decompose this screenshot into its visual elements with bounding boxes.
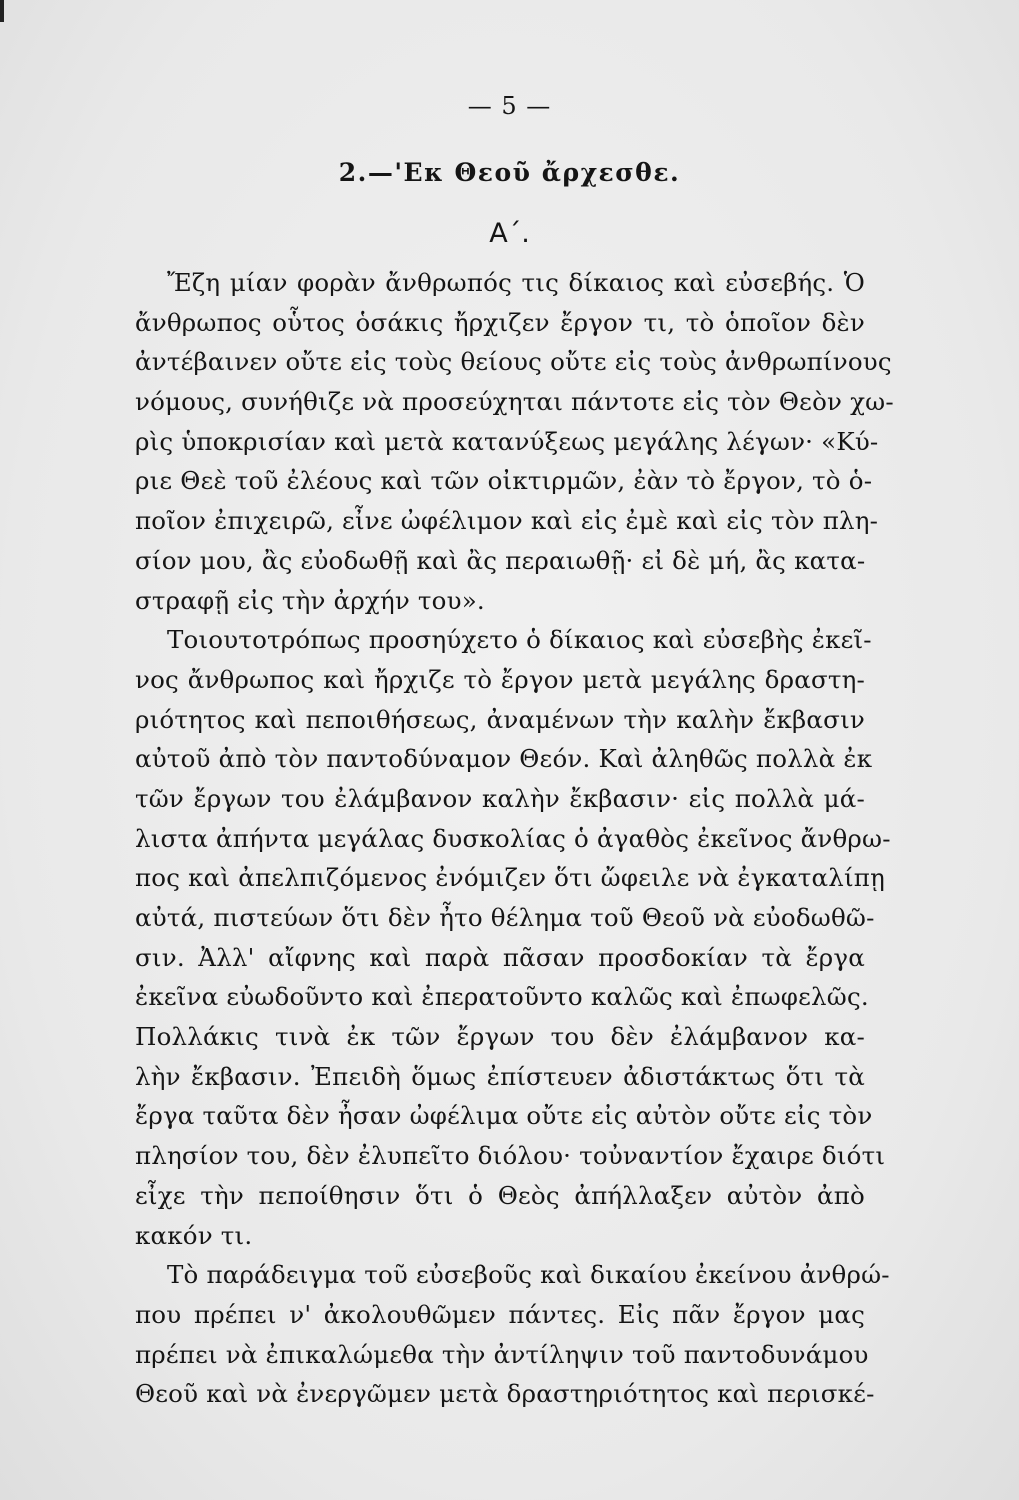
body-text bbox=[135, 263, 894, 1414]
text-line: Τὸ παράδειγμα τοῦ εὐσεβοῦς καὶ δικαίου ἐκείνου ἀνθρώ- bbox=[167, 1260, 890, 1290]
text-line: Πολλάκις τινὰ ἐκ τῶν ἔργων του δὲν ἐλάμβανον κα- bbox=[135, 1022, 865, 1052]
text-line: ἔργα ταῦτα δὲν ἦσαν ὠφέλιμα οὔτε εἰς αὐτὸν οὔτε εἰς τὸν bbox=[135, 1101, 873, 1131]
page-edge-mark bbox=[0, 0, 4, 22]
paragraph-2 bbox=[135, 620, 891, 1255]
text-line: ἀντέβαινεν οὔτε εἰς τοὺς θείους οὔτε εἰς τοὺς ἀνθρωπίνους bbox=[135, 347, 892, 377]
text-line: πρέπει νὰ ἐπικαλώμεθα τὴν ἀντίληψιν τοῦ παντοδυνάμου bbox=[135, 1339, 869, 1369]
text-line: Θεοῦ καὶ νὰ ἐνεργῶμεν μετὰ δραστηριότητος καὶ περισκέ- bbox=[135, 1379, 875, 1409]
chapter-title: 2.—'Εκ Θεοῦ ἄρχεσθε. bbox=[338, 158, 681, 187]
text-line: ριότητος καὶ πεποιθήσεως, ἀναμένων τὴν καλὴν ἔκβασιν bbox=[135, 704, 865, 734]
text-line: νος ἄνθρωπος καὶ ἤρχιζε τὸ ἔργον μετὰ μεγάλης δραστη- bbox=[135, 664, 865, 694]
text-line: λὴν ἔκβασιν. Ἐπειδὴ ὅμως ἐπίστευεν ἀδιστάκτως ὅτι τὰ bbox=[135, 1061, 865, 1091]
text-line: αὐτά, πιστεύων ὅτι δὲν ἦτο θέλημα τοῦ Θεοῦ νὰ εὐοδωθῶ- bbox=[135, 903, 875, 932]
text-line: κακόν τι. bbox=[135, 1220, 253, 1250]
text-line: ριε Θεὲ τοῦ ἐλέους καὶ τῶν οἰκτιρμῶν, ἐὰν τὸ ἔργον, τὸ ὁ- bbox=[135, 466, 873, 496]
text-line: σιν. Ἀλλ' αἴφνης καὶ παρὰ πᾶσαν προσδοκίαν τὰ ἔργα bbox=[135, 942, 865, 972]
text-line: ἐκεῖνα εὐωδοῦντο καὶ ἐπερατοῦντο καλῶς καὶ ἐπωφελῶς. bbox=[135, 982, 869, 1012]
paragraph-3 bbox=[135, 1255, 890, 1414]
text-line: ρὶς ὑποκρισίαν καὶ μετὰ κατανύξεως μεγάλης λέγων· «Κύ- bbox=[135, 426, 879, 456]
text-line: Ἔζη μίαν φορὰν ἄνθρωπός τις δίκαιος καὶ εὐσεβής. Ὁ bbox=[167, 268, 865, 297]
text-line: εἶχε τὴν πεποίθησιν ὅτι ὁ Θεὸς ἀπήλλαξεν αὐτὸν ἀπὸ bbox=[135, 1180, 865, 1210]
text-line: νόμους, συνήθιζε νὰ προσεύχηται πάντοτε εἰς τὸν Θεὸν χω- bbox=[135, 387, 894, 417]
section-mark: Α΄. bbox=[489, 218, 530, 249]
text-line: πος καὶ ἀπελπιζόμενος ἐνόμιζεν ὅτι ὤφειλε νὰ ἐγκαταλίπῃ bbox=[135, 863, 885, 893]
text-line: αὐτοῦ ἀπὸ τὸν παντοδύναμον Θεόν. Καὶ ἀληθῶς πολλὰ ἐκ bbox=[135, 744, 873, 774]
text-line: λιστα ἀπήντα μεγάλας δυσκολίας ὁ ἀγαθὸς ἐκεῖνος ἄνθρω- bbox=[135, 823, 891, 853]
page-number: — 5 — bbox=[467, 92, 552, 120]
paragraph-1 bbox=[135, 263, 894, 620]
text-line: στραφῇ εἰς τὴν ἀρχήν του». bbox=[135, 585, 485, 615]
text-line: ποῖον ἐπιχειρῶ, εἶνε ὠφέλιμον καὶ εἰς ἐμὲ καὶ εἰς τὸν πλη- bbox=[135, 506, 879, 536]
text-line: τῶν ἔργων του ἐλάμβανον καλὴν ἔκβασιν· εἰς πολλὰ μά- bbox=[135, 783, 865, 813]
text-line: πλησίον του, δὲν ἐλυπεῖτο διόλου· τοὐναντίον ἔχαιρε διότι bbox=[135, 1141, 886, 1171]
text-line: ἄνθρωπος οὗτος ὁσάκις ἤρχιζεν ἔργον τι, τὸ ὁποῖον δὲν bbox=[135, 307, 865, 337]
text-line: Τοιουτοτρόπως προσηύχετο ὁ δίκαιος καὶ εὐσεβὴς ἐκεῖ- bbox=[167, 625, 872, 655]
text-line: που πρέπει ν' ἀκολουθῶμεν πάντες. Εἰς πᾶν ἔργον μας bbox=[135, 1299, 865, 1329]
text-line: σίον μου, ἂς εὐοδωθῇ καὶ ἂς περαιωθῇ· εἰ δὲ μή, ἂς κατα- bbox=[135, 545, 866, 575]
